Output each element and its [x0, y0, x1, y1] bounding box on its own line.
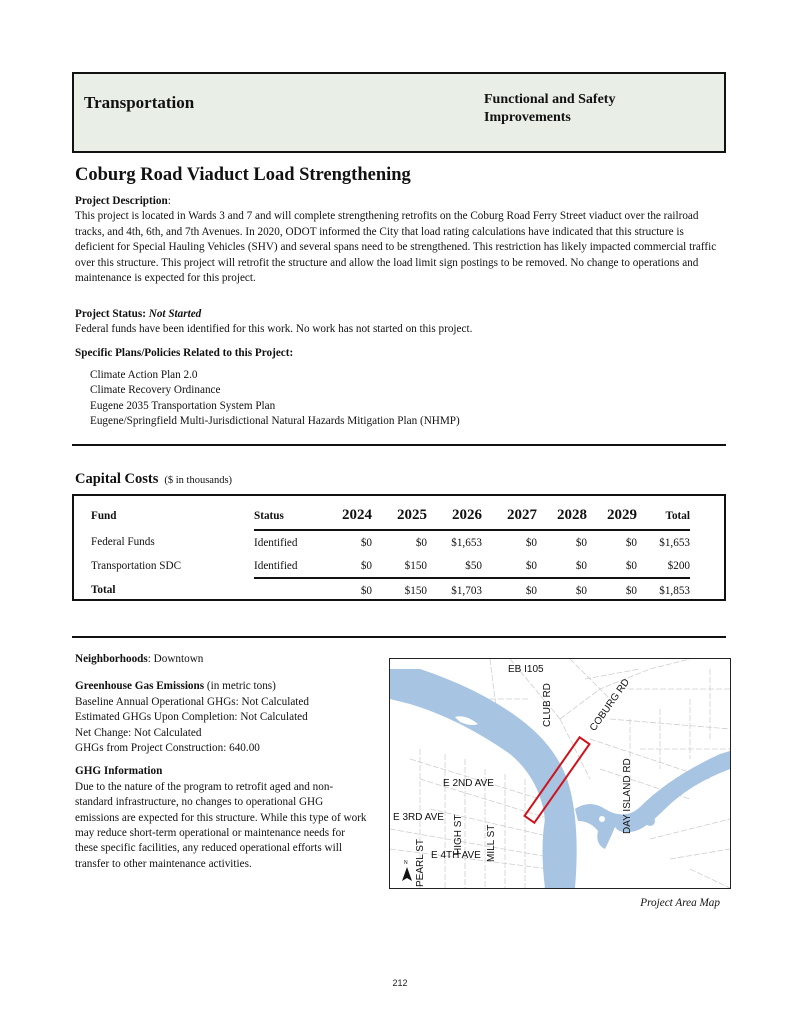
- map-label-e-2nd-ave: E 2ND AVE: [443, 778, 494, 789]
- col-header-2028: 2028: [537, 504, 587, 530]
- north-label: N: [404, 860, 408, 866]
- ghg-info-label: GHG Information: [75, 765, 163, 778]
- map-caption: Project Area Map: [640, 897, 720, 909]
- neighborhoods-line: Neighborhoods: Downtown: [75, 653, 204, 665]
- map-pond: [599, 816, 605, 822]
- cell-2026: $1,653: [451, 536, 482, 549]
- cell-2029: $0: [625, 536, 637, 549]
- map-label-high-st: HIGH ST: [453, 814, 464, 855]
- table-row: [91, 554, 690, 578]
- map-label-e-4th-ave: E 4TH AVE: [431, 850, 481, 861]
- col-header-total: Total: [637, 504, 690, 530]
- capital-costs-heading: [75, 470, 232, 488]
- cell-2026: $50: [465, 559, 482, 572]
- plan-item: Eugene 2035 Transportation System Plan: [90, 399, 276, 412]
- project-details: [75, 652, 375, 872]
- map-label-coburg-rd: COBURG RD: [588, 676, 633, 734]
- ghg-units: (in metric tons): [206, 680, 276, 693]
- capital-costs-title: Capital Costs: [75, 471, 159, 487]
- capital-costs-units: ($ in thousands): [164, 475, 233, 486]
- cell-status: [254, 578, 314, 602]
- cell-2027: $0: [482, 578, 537, 602]
- map-label-day-island-rd: DAY ISLAND RD: [622, 758, 633, 834]
- ghg-info-text: Due to the nature of the program to retrofit aged and non-standard infrastructure, no changes to operational GHG emissions are expected for this structure. While this type of work may reduce short-term operational or maintenance needs for these specific facilities, any reduced operational efforts will transfer to other maintenance activities.: [75, 780, 367, 870]
- page-number: 212: [392, 978, 408, 988]
- plan-item: Climate Action Plan 2.0: [90, 369, 198, 381]
- col-header-2029: 2029: [587, 504, 637, 530]
- col-header-2024: 2024: [314, 504, 372, 530]
- status-value: Not Started: [148, 308, 202, 320]
- status-colon: :: [142, 308, 149, 320]
- section-header: [72, 72, 726, 153]
- description-colon: :: [167, 195, 171, 207]
- map-label-mill-st: MILL ST: [486, 824, 497, 862]
- cell-2028: $0: [575, 559, 587, 572]
- cell-total: $1,853: [637, 578, 690, 602]
- cell-2024: $0: [360, 536, 372, 549]
- north-arrow-icon: [402, 867, 412, 881]
- cell-2025: $0: [415, 536, 427, 549]
- plans-list: [90, 368, 460, 430]
- ghg-line: Estimated GHGs Upon Completion: Not Calculated: [75, 711, 308, 724]
- col-header-2027: 2027: [482, 504, 537, 530]
- col-header-status: Status: [254, 504, 314, 530]
- cell-2025: $150: [404, 559, 427, 572]
- cell-2029: $0: [587, 578, 637, 602]
- cell-2026: $1,703: [427, 578, 482, 602]
- map-label-eb-i105: EB I105: [508, 664, 544, 675]
- category-title: Transportation: [84, 93, 195, 112]
- capital-costs-table: [91, 504, 690, 602]
- cell-2028: $0: [575, 536, 587, 549]
- cell-2028: $0: [537, 578, 587, 602]
- plans-heading: Specific Plans/Policies Related to this Project:: [75, 347, 294, 359]
- cell-2024: $0: [360, 559, 372, 572]
- cell-2024: $0: [314, 578, 372, 602]
- cell-2027: $0: [525, 559, 537, 572]
- status-text: Federal funds have been identified for this work. No work has not started on this project.: [75, 323, 473, 336]
- status-label: Project Status: [75, 308, 143, 320]
- plan-item: Climate Recovery Ordinance: [90, 384, 221, 397]
- ghg-line: Baseline Annual Operational GHGs: Not Calculated: [75, 695, 309, 708]
- project-description: [75, 194, 723, 286]
- col-header-2026: 2026: [427, 504, 482, 530]
- section-divider: [72, 444, 726, 446]
- cell-2027: $0: [525, 536, 537, 549]
- cell-status: Identified: [254, 559, 298, 572]
- section-divider: [72, 636, 726, 638]
- project-status: [75, 307, 723, 338]
- cell-fund: Federal Funds: [91, 536, 155, 548]
- map-pond: [645, 816, 655, 826]
- cell-fund: Total: [91, 584, 116, 596]
- map-label-club-rd: CLUB RD: [542, 683, 553, 727]
- ghg-heading: [75, 679, 375, 694]
- description-label: Project Description: [75, 195, 168, 207]
- capital-costs-table-box: [72, 494, 726, 601]
- description-text: This project is located in Wards 3 and 7 and will complete strengthening retrofits on the Coburg Road Ferry Street viaduct over the railroad tracks, and 4th, 6th, and 7th Avenues. In 2020, ODOT informed the City that load rating calculations have indicated that this structure is deficient for Special Hauling Vehicles (SHV) and several spans need to be strengthened. This restriction has likely impacted commercial traffic over this structure. This project will retrofit the structure and allow the load limit sign postings to be removed. No change to operations and maintenance is expected for this project.: [75, 210, 717, 285]
- table-header-row: [91, 504, 690, 530]
- col-header-2025: 2025: [372, 504, 427, 530]
- table-row: [91, 530, 690, 554]
- ghg-label: Greenhouse Gas Emissions: [75, 680, 205, 693]
- table-total-row: [91, 578, 690, 602]
- cell-total: $200: [667, 559, 690, 572]
- cell-2025: $150: [372, 578, 427, 602]
- cell-status: Identified: [254, 536, 298, 549]
- project-title: Coburg Road Viaduct Load Strengthening: [75, 165, 411, 185]
- plan-item: Eugene/Springfield Multi-Jurisdictional Natural Hazards Mitigation Plan (NHMP): [90, 415, 460, 428]
- map-label-pearl-st: PEARL ST: [415, 839, 426, 887]
- neighborhoods-label: Neighborhoods: [75, 653, 148, 665]
- subcategory-title: Functional and Safety Improvements: [484, 92, 616, 125]
- project-area-map: [389, 658, 731, 889]
- cell-2029: $0: [625, 559, 637, 572]
- ghg-line: GHGs from Project Construction: 640.00: [75, 742, 260, 755]
- cell-fund: Transportation SDC: [91, 560, 182, 572]
- cell-total: $1,653: [659, 536, 690, 549]
- col-header-fund: Fund: [91, 510, 117, 522]
- river-side-channel: [575, 751, 730, 849]
- neighborhoods-value: Downtown: [153, 653, 204, 665]
- ghg-line: Net Change: Not Calculated: [75, 726, 202, 739]
- map-label-e-3rd-ave: E 3RD AVE: [393, 812, 444, 823]
